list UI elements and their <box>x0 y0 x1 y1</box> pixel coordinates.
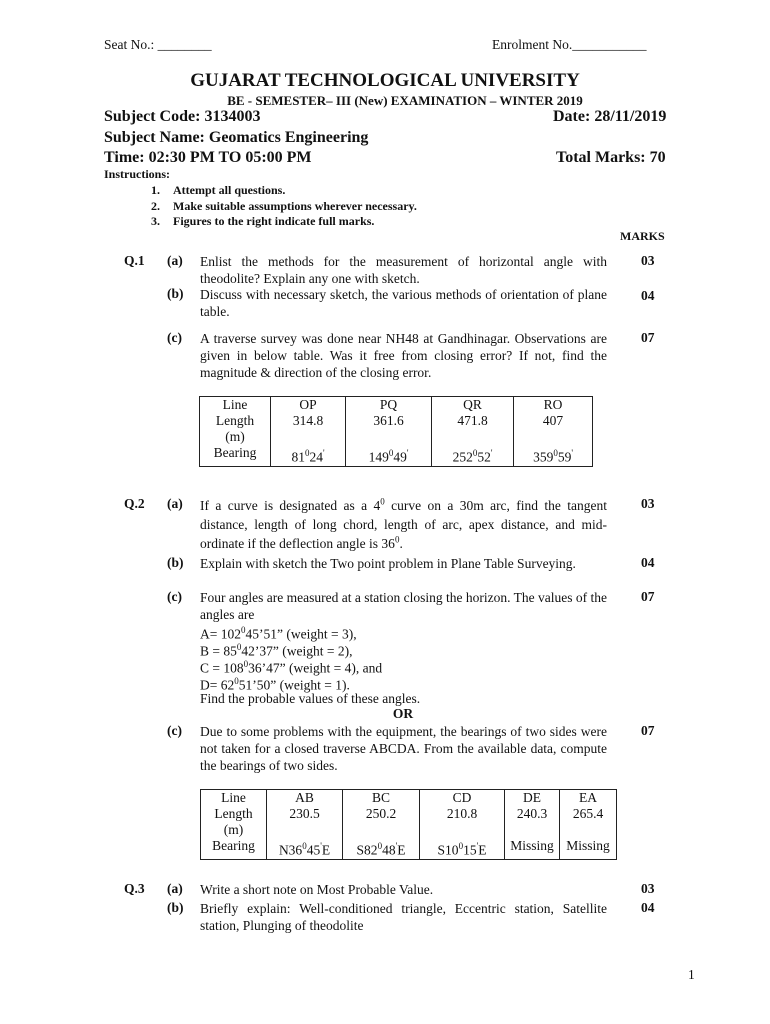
prime-mark: ' <box>571 448 573 458</box>
text-segment: C = 108 <box>200 660 244 676</box>
degree-sign: 0 <box>302 841 307 851</box>
subject-code: Subject Code: 3134003 <box>104 108 261 125</box>
part-label: (b) <box>167 900 184 915</box>
bearing-table <box>200 789 617 860</box>
degree-sign: 0 <box>236 642 242 652</box>
question-text <box>200 496 607 553</box>
traverse-table <box>199 396 593 467</box>
prime-mark: ' <box>322 448 325 458</box>
table-cell: 240.3 <box>505 806 560 838</box>
text-segment: . <box>399 536 403 551</box>
question-marks: 03 <box>641 496 655 511</box>
text-segment: 36’47” (weight = 4), and <box>248 660 383 676</box>
degree-sign: 0 <box>304 448 310 458</box>
bearing-minutes: 59 <box>557 449 572 465</box>
table-cell: BC <box>343 790 420 807</box>
text-segment: N36 <box>278 842 303 858</box>
table-cell: AB <box>267 790 343 807</box>
table-cell: OP <box>271 397 346 414</box>
text-segment: 51’50” (weight = 1). <box>238 677 350 693</box>
question-marks: 07 <box>641 723 655 738</box>
bearing-minutes: 24 <box>309 449 323 465</box>
question-text: Enlist the methods for the measurement of horizontal angle with theodolite? Explain any one with sketch. <box>200 254 607 286</box>
question-text: Briefly explain: Well-conditioned triangle, Eccentric station, Satellite station, Plunging of theodolite <box>200 901 607 933</box>
table-cell: 230.5 <box>267 806 343 838</box>
table-cell: 361.6 <box>346 413 432 445</box>
degree-sign: 0 <box>472 448 478 458</box>
text-segment: 15 <box>463 842 477 858</box>
part-label: (c) <box>167 723 182 738</box>
question-marks: 04 <box>641 288 655 303</box>
degree-sign: 0 <box>234 676 239 686</box>
question-marks: 07 <box>641 589 655 604</box>
text-segment: 42’37” (weight = 2), <box>241 643 353 659</box>
degree-sign: 0 <box>458 841 464 851</box>
part-label: (b) <box>167 286 184 301</box>
table-cell: RO <box>514 397 593 414</box>
length-label: Length <box>215 413 255 428</box>
bearing-cell <box>432 445 514 466</box>
table-cell: 314.8 <box>271 413 346 445</box>
table-cell: 407 <box>514 413 593 445</box>
bearing-minutes: 49 <box>393 449 407 465</box>
enrolment-number: Enrolment No.___________ <box>492 37 647 52</box>
question-text: Four angles are measured at a station closing the horizon. The values of the angles are <box>200 590 607 622</box>
text-segment: E <box>478 842 487 858</box>
bearing-cell <box>420 838 505 859</box>
text-segment: D= 62 <box>200 677 235 693</box>
degree-sign: 0 <box>553 448 558 458</box>
degree-sign: 0 <box>377 841 383 851</box>
prime-mark: ' <box>490 448 493 458</box>
row-label: Bearing <box>200 445 271 466</box>
row-label: Line <box>201 790 267 807</box>
table-cell: QR <box>432 397 514 414</box>
total-marks: Total Marks: 70 <box>556 149 666 166</box>
question-number: Q.1 <box>124 253 145 268</box>
table-cell: 471.8 <box>432 413 514 445</box>
table-cell: DE <box>505 790 560 807</box>
text-segment: 45 <box>306 842 321 858</box>
text-segment: If a curve is designated as a 4 <box>200 498 381 513</box>
question-marks: 04 <box>641 555 655 570</box>
text-segment: 45’51” (weight = 3), <box>245 626 357 642</box>
degree-sign: 0 <box>394 534 400 545</box>
question-marks: 04 <box>641 900 655 915</box>
text-segment: S82 <box>356 842 378 858</box>
exam-date: Date: 28/11/2019 <box>553 108 667 125</box>
subject-name: Subject Name: Geomatics Engineering <box>104 129 369 146</box>
question-text: Due to some problems with the equipment, the bearings of two sides were not taken for a closed traverse ABCDA. From the available data, compute the bearings of two sides. <box>200 724 607 773</box>
prime-mark: ' <box>406 448 409 458</box>
text-segment: E <box>321 842 331 858</box>
text-segment: curve on a 30m arc, find the tangent distance, length of long chord, length of arc, apex distance, and mid-ordinate if the deflection angle is 36 <box>200 498 608 551</box>
instruction-text: Figures to the right indicate full marks. <box>173 214 375 228</box>
question-text: Discuss with necessary sketch, the various methods of orientation of plane table. <box>200 287 607 319</box>
row-label <box>200 413 271 445</box>
question-text: Explain with sketch the Two point problem in Plane Table Surveying. <box>200 556 576 571</box>
instruction-num: 2. <box>151 199 160 213</box>
question-marks: 03 <box>641 881 655 896</box>
instruction-num: 3. <box>151 214 160 228</box>
part-label: (a) <box>167 496 183 511</box>
instruction-text: Attempt all questions. <box>173 183 286 197</box>
question-number: Q.2 <box>124 496 145 511</box>
bearing-cell <box>514 445 593 466</box>
page-number: 1 <box>688 967 695 982</box>
text-segment: S10 <box>437 842 459 858</box>
length-label: Length <box>214 806 253 821</box>
row-label: Line <box>200 397 271 414</box>
text-segment: B = 85 <box>200 643 237 659</box>
degree-sign: 0 <box>243 659 249 669</box>
part-label: (a) <box>167 253 183 268</box>
part-label: (b) <box>167 555 184 570</box>
text-segment: A= 102 <box>200 626 241 642</box>
bearing-degrees: 252 <box>452 449 473 465</box>
question-marks: 07 <box>641 330 655 345</box>
bearing-minutes: 52 <box>477 449 491 465</box>
bearing-cell <box>271 445 346 466</box>
prime-mark: ' <box>320 841 322 851</box>
part-label: (c) <box>167 589 182 604</box>
length-unit: (m) <box>223 822 244 837</box>
text-segment: 48 <box>382 842 396 858</box>
university-title: GUJARAT TECHNOLOGICAL UNIVERSITY <box>190 70 580 91</box>
bearing-degrees: 359 <box>533 449 554 465</box>
degree-sign: 0 <box>388 448 394 458</box>
prime-mark: ' <box>476 841 479 851</box>
degree-sign: 0 <box>241 625 246 635</box>
exam-title: BE - SEMESTER– III (New) EXAMINATION – WINTER 2019 <box>227 93 583 108</box>
or-divider: OR <box>392 706 414 721</box>
table-cell: 210.8 <box>420 806 505 838</box>
table-cell: CD <box>420 790 505 807</box>
length-unit: (m) <box>225 429 245 444</box>
table-cell: 250.2 <box>343 806 420 838</box>
seat-number: Seat No.: ________ <box>104 37 212 52</box>
text-segment: E <box>397 842 406 858</box>
instructions-title: Instructions: <box>104 167 171 181</box>
part-label: (a) <box>167 881 183 896</box>
table-cell: EA <box>560 790 617 807</box>
marks-heading: MARKS <box>620 229 665 243</box>
bearing-cell <box>267 838 343 859</box>
part-label: (c) <box>167 330 182 345</box>
question-marks: 03 <box>641 253 655 268</box>
instruction-text: Make suitable assumptions wherever necessary. <box>173 199 417 213</box>
table-cell: PQ <box>346 397 432 414</box>
bearing-degrees: 149 <box>368 449 389 465</box>
bearing-cell: Missing <box>560 838 617 859</box>
bearing-cell <box>346 445 432 466</box>
row-label: Bearing <box>201 838 267 859</box>
degree-sign: 0 <box>380 496 385 507</box>
row-label <box>201 806 267 838</box>
exam-time: Time: 02:30 PM TO 05:00 PM <box>104 149 312 166</box>
instruction-num: 1. <box>151 183 160 197</box>
bearing-degrees: 81 <box>291 449 305 465</box>
table-cell: 265.4 <box>560 806 617 838</box>
prime-mark: ' <box>395 841 398 851</box>
question-text: A traverse survey was done near NH48 at Gandhinagar. Observations are given in below table. Was it free from closing error? If not, find the magnitude & direction of the closing error. <box>200 331 607 380</box>
question-number: Q.3 <box>124 881 145 896</box>
question-text: Write a short note on Most Probable Value. <box>200 882 434 897</box>
bearing-cell <box>343 838 420 859</box>
bearing-cell: Missing <box>505 838 560 859</box>
question-text: Find the probable values of these angles. <box>200 691 421 706</box>
